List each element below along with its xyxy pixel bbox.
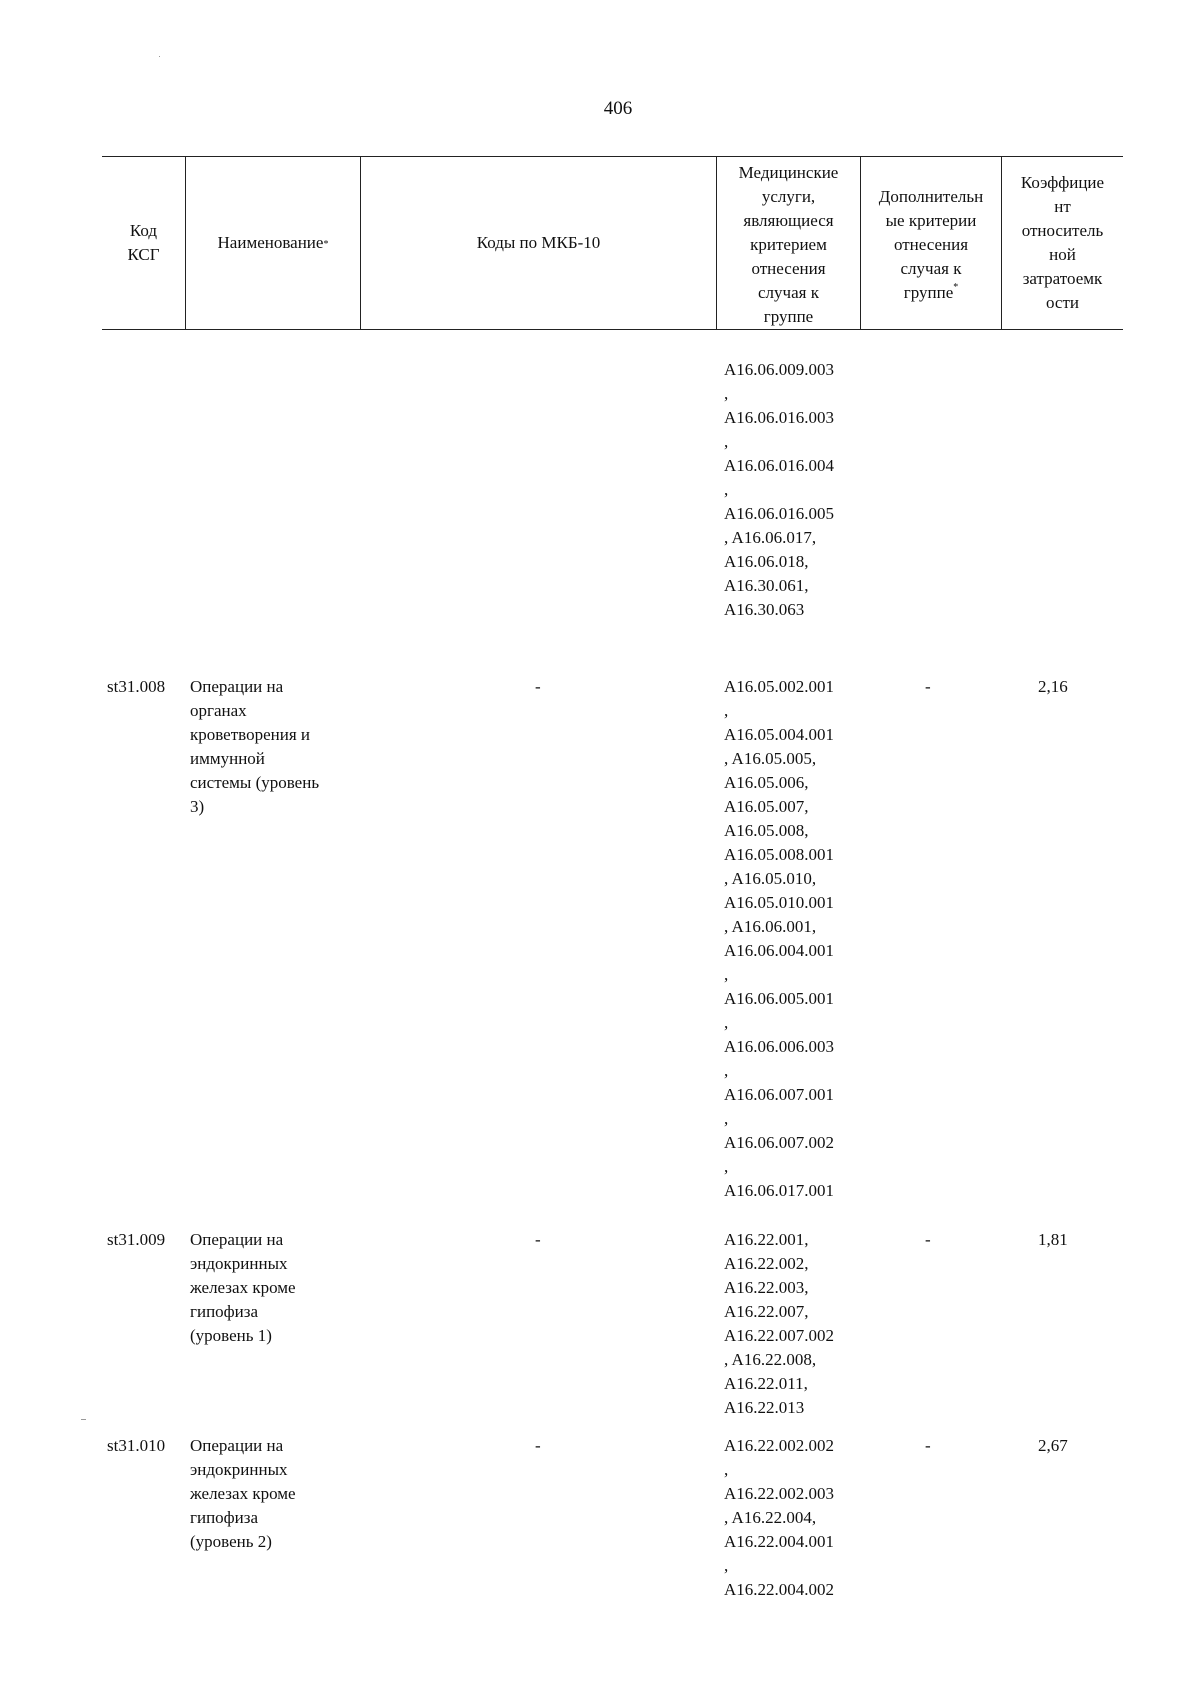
mkb-codes: - <box>535 1230 541 1249</box>
ksg-name: Операции на эндокринных железах кроме гипофиза (уровень 1) <box>190 1230 296 1345</box>
medical-services: A16.05.002.001 , A16.05.004.001 , A16.05.005, A16.05.006, A16.05.007, A16.05.008, A16.05.008.001 , A16.05.010, A16.05.010.001 , A16.06.001, A16.06.004.001 , A16.06.005.001 , A16.06.006.003 , A16.06.007.001 , A16.06.007.002 , A16.06.017.001 <box>724 677 835 1200</box>
medical-services: A16.22.001, A16.22.002, A16.22.003, A16.22.007, A16.22.007.002 , A16.22.008, A16.22.011, A16.22.013 <box>724 1230 835 1417</box>
header-code-label: Код КСГ <box>127 221 160 264</box>
header-name <box>185 157 360 329</box>
ksg-name: Операции на органах кроветворения и иммунной системы (уровень 3) <box>190 677 320 816</box>
header-coef-label: Коэффицие нт относитель ной затратоемк ости <box>1020 173 1105 312</box>
ksg-code: st31.010 <box>107 1436 166 1455</box>
mkb-codes: - <box>535 1436 541 1455</box>
cost-coefficient: 2,67 <box>1038 1436 1068 1455</box>
ksg-code: st31.008 <box>107 677 166 696</box>
header-extra <box>860 157 1001 329</box>
medical-services: A16.06.009.003 , A16.06.016.003 , A16.06.016.004 , A16.06.016.005 , A16.06.017, A16.06.018, A16.30.061, A16.30.063 <box>724 360 835 619</box>
mkb-codes: - <box>535 677 541 696</box>
page-number: 406 <box>603 98 633 119</box>
extra-criteria: - <box>925 1230 931 1249</box>
header-services-label: Медицинские услуги, являющиеся критерием отнесения случая к группе <box>738 163 839 326</box>
ksg-code: st31.009 <box>107 1230 166 1249</box>
ksg-name: Операции на эндокринных железах кроме гипофиза (уровень 2) <box>190 1436 296 1551</box>
header-services <box>716 157 860 329</box>
medical-services: A16.22.002.002 , A16.22.002.003 , A16.22.004, A16.22.004.001 , A16.22.004.002 <box>724 1436 835 1599</box>
extra-criteria: - <box>925 1436 931 1455</box>
header-extra-label: Дополнительн ые критерии отнесения случая к группе <box>878 187 984 302</box>
cost-coefficient: 2,16 <box>1038 677 1068 696</box>
header-code <box>102 157 185 329</box>
table-header <box>102 156 1123 330</box>
scan-speck <box>81 1419 86 1420</box>
header-mkb-label: Коды по МКБ-10 <box>476 233 601 252</box>
scan-speck <box>159 56 160 57</box>
extra-criteria: - <box>925 677 931 696</box>
header-mkb <box>360 157 716 329</box>
header-name-label: Наименование <box>217 233 324 252</box>
footnote-mark: * <box>953 282 959 293</box>
footnote-mark: * <box>323 239 329 250</box>
cost-coefficient: 1,81 <box>1038 1230 1068 1249</box>
header-coef <box>1001 157 1123 329</box>
